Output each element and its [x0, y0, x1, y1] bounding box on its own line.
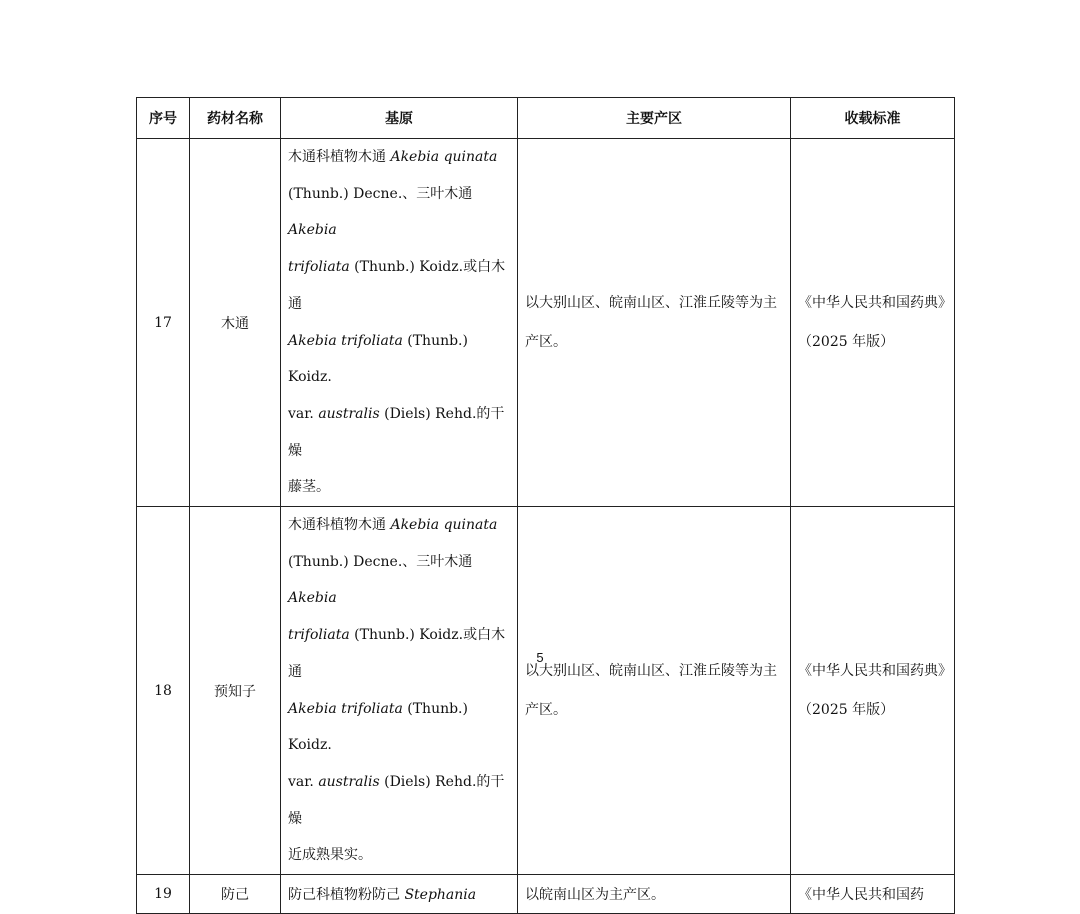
- serial-cell: 17: [137, 139, 190, 507]
- latin-name: Akebia: [288, 222, 337, 239]
- origin-text: 木通科植物木通: [288, 149, 391, 165]
- production-area-cell: 以大别山区、皖南山区、江淮丘陵等为主产区。: [518, 139, 791, 507]
- serial-cell: 18: [137, 507, 190, 875]
- origin-text: 木通科植物木通: [288, 517, 391, 534]
- header-serial: 序号: [137, 98, 190, 139]
- production-area-cell: 以皖南山区为主产区。: [518, 875, 791, 914]
- origin-text: var.: [288, 405, 319, 422]
- herb-name-cell: 预知子: [190, 507, 281, 875]
- origin-cell: [281, 507, 518, 875]
- origin-text: (Diels) Rehd.的干燥: [288, 773, 505, 827]
- origin-text: 防己科植物粉防己: [288, 887, 405, 904]
- origin-text: (Diels) Rehd.的干燥: [288, 405, 505, 459]
- herb-table: [136, 97, 955, 914]
- standard-cell: 《中华人民共和国药典》（2025 年版）: [791, 507, 955, 875]
- standard-cell: 《中华人民共和国药: [791, 875, 955, 914]
- table-row: [137, 875, 955, 914]
- latin-name: trifoliata: [288, 259, 350, 276]
- table-row: [137, 139, 955, 507]
- page-number: 5: [536, 650, 544, 665]
- header-standard: 收载标准: [791, 98, 955, 139]
- herb-name-cell: 木通: [190, 139, 281, 507]
- latin-name: australis: [318, 405, 380, 422]
- latin-name: Akebia quinata: [390, 517, 498, 534]
- origin-text: (Thunb.) Koidz.或白木通: [288, 259, 506, 312]
- origin-text: (Thunb.) Koidz.: [288, 700, 468, 754]
- table-row: [137, 507, 955, 875]
- origin-text: 近成熟果实。: [288, 847, 372, 864]
- origin-cell: [281, 139, 518, 507]
- latin-name: Akebia: [288, 590, 337, 607]
- latin-name: Akebia trifoliata: [288, 700, 403, 717]
- standard-cell: 《中华人民共和国药典》（2025 年版）: [791, 139, 955, 507]
- header-production-area: 主要产区: [518, 98, 791, 139]
- latin-name: australis: [318, 773, 380, 790]
- origin-text: (Thunb.) Decne.、三叶木通: [288, 185, 473, 202]
- herb-name-cell: 防己: [190, 875, 281, 914]
- latin-name: Akebia quinata: [390, 149, 498, 165]
- header-row: [137, 98, 955, 139]
- header-origin: 基原: [281, 98, 518, 139]
- origin-text: (Thunb.) Koidz.: [288, 332, 468, 386]
- origin-text: (Thunb.) Koidz.或白木通: [288, 627, 506, 680]
- origin-text: 藤茎。: [288, 479, 330, 496]
- latin-name: trifoliata: [288, 627, 350, 644]
- production-area-cell: 以大别山区、皖南山区、江淮丘陵等为主产区。: [518, 507, 791, 875]
- latin-name: Akebia trifoliata: [288, 332, 403, 349]
- origin-text: (Thunb.) Decne.、三叶木通: [288, 553, 473, 570]
- origin-text: var.: [288, 773, 319, 790]
- header-herb-name: 药材名称: [190, 98, 281, 139]
- latin-name: Stephania: [404, 887, 477, 904]
- origin-cell: [281, 875, 518, 914]
- serial-cell: 19: [137, 875, 190, 914]
